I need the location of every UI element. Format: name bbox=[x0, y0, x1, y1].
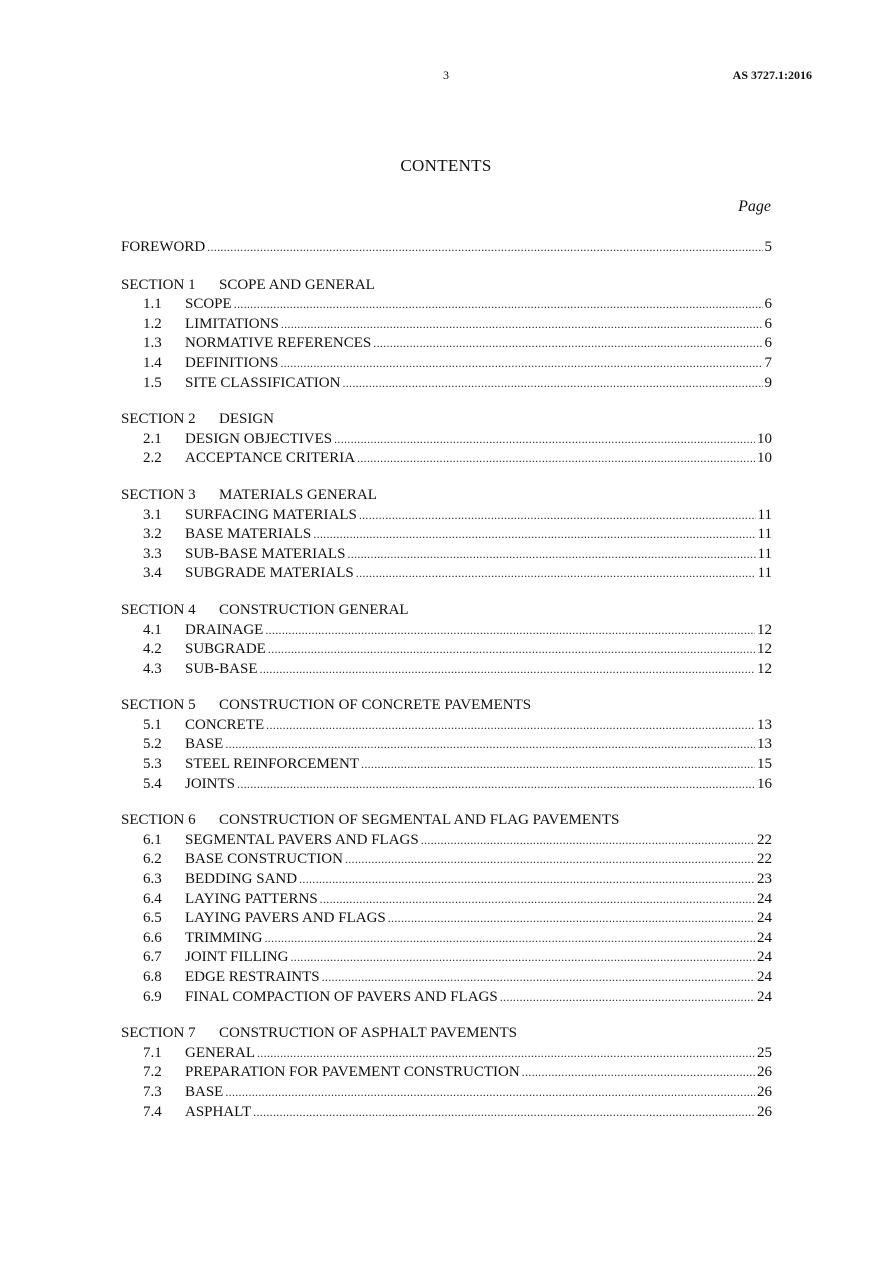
dot-leader bbox=[265, 929, 756, 949]
toc-entry[interactable] bbox=[121, 1044, 772, 1064]
toc-entry-number: 5.4 bbox=[143, 775, 162, 792]
toc-entry-number: 1.3 bbox=[143, 335, 162, 352]
toc-entry-title: DRAINAGE bbox=[185, 621, 264, 638]
dot-leader bbox=[253, 1103, 755, 1123]
toc-section-heading[interactable] bbox=[121, 410, 772, 430]
toc-entry[interactable] bbox=[121, 334, 772, 354]
toc-page-number: 11 bbox=[757, 526, 772, 543]
toc-entry-number: 6.7 bbox=[143, 949, 162, 966]
toc-entry[interactable] bbox=[121, 545, 772, 565]
toc-entry-number: 3.3 bbox=[143, 545, 162, 562]
toc-page-number: 6 bbox=[764, 315, 772, 332]
toc-entry[interactable] bbox=[121, 315, 772, 335]
toc-entry-title: BEDDING SAND bbox=[185, 871, 298, 888]
toc-entry-title: PREPARATION FOR PAVEMENT CONSTRUCTION bbox=[185, 1064, 520, 1081]
toc-entry[interactable] bbox=[121, 640, 772, 660]
toc-entry[interactable] bbox=[121, 929, 772, 949]
toc-section-heading[interactable] bbox=[121, 1024, 772, 1044]
section-number: SECTION 3 bbox=[121, 486, 196, 503]
toc-section bbox=[121, 601, 772, 679]
toc-page-number: 10 bbox=[757, 430, 772, 447]
toc-page-number: 23 bbox=[757, 871, 772, 888]
toc-section bbox=[121, 811, 772, 1007]
toc-entry[interactable] bbox=[121, 1083, 772, 1103]
dot-leader bbox=[290, 948, 755, 968]
toc-entry-foreword[interactable] bbox=[121, 238, 772, 258]
dot-leader bbox=[359, 506, 756, 526]
toc-entry[interactable] bbox=[121, 735, 772, 755]
toc-entry-number: 5.3 bbox=[143, 756, 162, 773]
dot-leader bbox=[299, 870, 755, 890]
toc-entry-number: 2.2 bbox=[143, 450, 162, 467]
dot-leader bbox=[322, 968, 755, 988]
toc-entry-title: SUBGRADE bbox=[185, 641, 266, 658]
toc-entry[interactable] bbox=[121, 968, 772, 988]
toc-section-heading[interactable] bbox=[121, 696, 772, 716]
toc-section-heading[interactable] bbox=[121, 601, 772, 621]
toc-entry-title: LIMITATIONS bbox=[185, 315, 279, 332]
toc-entry-title: DEFINITIONS bbox=[185, 354, 279, 371]
toc-entry[interactable] bbox=[121, 449, 772, 469]
section-title: CONSTRUCTION OF CONCRETE PAVEMENTS bbox=[219, 697, 532, 714]
toc-section bbox=[121, 486, 772, 584]
toc-entry-number: 1.5 bbox=[143, 374, 162, 391]
dot-leader bbox=[522, 1063, 755, 1083]
dot-leader bbox=[334, 430, 755, 450]
toc-page-number: 16 bbox=[757, 775, 772, 792]
dot-leader bbox=[342, 374, 762, 394]
toc-entry[interactable] bbox=[121, 564, 772, 584]
dot-leader bbox=[373, 334, 762, 354]
toc-entry-number: 6.6 bbox=[143, 929, 162, 946]
toc-entry-number: 6.3 bbox=[143, 871, 162, 888]
dot-leader bbox=[268, 640, 755, 660]
toc-page-number: 12 bbox=[757, 641, 772, 658]
toc-entry-number: 1.1 bbox=[143, 296, 162, 313]
toc-page-number: 12 bbox=[757, 621, 772, 638]
toc-entry[interactable] bbox=[121, 506, 772, 526]
toc-entry-title: BASE MATERIALS bbox=[185, 526, 312, 543]
toc-section-heading[interactable] bbox=[121, 486, 772, 506]
toc-entry-number: 4.2 bbox=[143, 641, 162, 658]
dot-leader bbox=[266, 716, 755, 736]
toc-entry-number: 6.2 bbox=[143, 851, 162, 868]
dot-leader bbox=[265, 621, 755, 641]
toc-entry[interactable] bbox=[121, 831, 772, 851]
page-column-label: Page bbox=[738, 198, 771, 215]
toc-entry[interactable] bbox=[121, 909, 772, 929]
dot-leader bbox=[225, 1083, 755, 1103]
toc-page-number: 26 bbox=[757, 1083, 772, 1100]
toc-entry-title: BASE bbox=[185, 1083, 224, 1100]
toc-page-number: 7 bbox=[764, 354, 772, 371]
toc-entry-title: ASPHALT bbox=[185, 1103, 252, 1120]
toc-entry-number: 4.1 bbox=[143, 621, 162, 638]
toc-entry-number: 3.4 bbox=[143, 565, 162, 582]
toc-page-number: 13 bbox=[757, 716, 772, 733]
toc-entry-title: SUB-BASE MATERIALS bbox=[185, 545, 346, 562]
toc-entry[interactable] bbox=[121, 295, 772, 315]
toc-entry-title: EDGE RESTRAINTS bbox=[185, 969, 320, 985]
dot-leader bbox=[234, 295, 763, 315]
toc-entry-title: BASE CONSTRUCTION bbox=[185, 851, 343, 868]
dot-leader bbox=[500, 988, 755, 1008]
toc-entry[interactable] bbox=[121, 870, 772, 890]
toc-entry-number: 3.1 bbox=[143, 506, 162, 523]
toc-entry-number: 1.2 bbox=[143, 315, 162, 332]
toc-page-number: 24 bbox=[757, 910, 772, 927]
toc-entry-title: SUBGRADE MATERIALS bbox=[185, 565, 354, 582]
toc-entry-title: LAYING PATTERNS bbox=[185, 890, 318, 907]
toc-entry[interactable] bbox=[121, 430, 772, 450]
toc-page-number: 12 bbox=[757, 660, 772, 677]
document-id: AS 3727.1:2016 bbox=[732, 68, 812, 82]
toc-page-number: 26 bbox=[757, 1103, 772, 1120]
toc-entry-number: 6.5 bbox=[143, 910, 162, 927]
toc-page-number: 5 bbox=[764, 239, 772, 255]
toc-page-number: 26 bbox=[757, 1064, 772, 1081]
dot-leader bbox=[347, 545, 755, 565]
toc-entry-number: 6.9 bbox=[143, 988, 162, 1005]
toc-page-number: 6 bbox=[764, 296, 772, 313]
section-number: SECTION 7 bbox=[121, 1025, 196, 1042]
toc-entry-title: FINAL COMPACTION OF PAVERS AND FLAGS bbox=[185, 988, 498, 1005]
toc-entry[interactable] bbox=[121, 850, 772, 870]
toc-entry-title: LAYING PAVERS AND FLAGS bbox=[185, 910, 386, 927]
toc-entry-number: 6.4 bbox=[143, 890, 162, 907]
toc-entry[interactable] bbox=[121, 660, 772, 680]
dot-leader bbox=[225, 735, 755, 755]
toc-page-number: 15 bbox=[757, 756, 772, 773]
toc-entry-title: SEGMENTAL PAVERS AND FLAGS bbox=[185, 831, 419, 848]
toc-entry-title: ACCEPTANCE CRITERIA bbox=[185, 450, 356, 467]
toc-entry[interactable] bbox=[121, 890, 772, 910]
toc-page-number: 13 bbox=[757, 736, 772, 753]
toc-entry-title: DESIGN OBJECTIVES bbox=[185, 430, 333, 447]
toc-entry[interactable] bbox=[121, 354, 772, 374]
toc-entry-title: GENERAL bbox=[185, 1044, 255, 1061]
toc-section bbox=[121, 410, 772, 469]
toc-entry-number: 7.2 bbox=[143, 1064, 162, 1081]
toc-entry[interactable] bbox=[121, 716, 772, 736]
toc-entry-title: NORMATIVE REFERENCES bbox=[185, 335, 372, 352]
section-number: SECTION 5 bbox=[121, 697, 196, 714]
toc-entry-number: 1.4 bbox=[143, 354, 162, 371]
toc-entry-number: 3.2 bbox=[143, 526, 162, 543]
toc-entry-title: SUB-BASE bbox=[185, 660, 258, 677]
toc-entry-title: JOINTS bbox=[185, 775, 236, 792]
toc-section-heading[interactable] bbox=[121, 811, 772, 831]
dot-leader bbox=[237, 775, 755, 795]
dot-leader bbox=[257, 1044, 755, 1064]
toc-page-number: 25 bbox=[757, 1044, 772, 1061]
toc-page-number: 24 bbox=[757, 929, 772, 946]
dot-leader bbox=[388, 909, 755, 929]
toc-page-number: 10 bbox=[757, 450, 772, 467]
toc-section bbox=[121, 696, 772, 794]
toc-entry-number: 5.1 bbox=[143, 716, 162, 733]
section-title: MATERIALS GENERAL bbox=[219, 486, 377, 503]
dot-leader bbox=[260, 660, 755, 680]
section-number: SECTION 4 bbox=[121, 601, 196, 618]
dot-leader bbox=[280, 354, 762, 374]
toc-entry-number: 6.1 bbox=[143, 831, 162, 848]
dot-leader bbox=[357, 449, 755, 469]
toc-entry[interactable] bbox=[121, 988, 772, 1008]
section-title: CONSTRUCTION GENERAL bbox=[219, 601, 409, 618]
toc-entry[interactable] bbox=[121, 948, 772, 968]
dot-leader bbox=[281, 315, 763, 335]
toc-section bbox=[121, 276, 772, 394]
dot-leader bbox=[320, 890, 755, 910]
page-number: 3 bbox=[443, 68, 449, 82]
toc-entry[interactable] bbox=[121, 374, 772, 394]
toc-entry[interactable] bbox=[121, 1103, 772, 1123]
toc-page-number: 11 bbox=[757, 506, 772, 523]
toc-entry-number: 7.4 bbox=[143, 1103, 162, 1120]
toc-page-number: 11 bbox=[757, 565, 772, 582]
toc-sections bbox=[121, 276, 772, 1123]
section-number: SECTION 1 bbox=[121, 276, 196, 293]
section-title: SCOPE AND GENERAL bbox=[219, 276, 375, 293]
dot-leader bbox=[313, 525, 755, 545]
toc-entry-number: 4.3 bbox=[143, 660, 162, 677]
toc-page-number: 24 bbox=[757, 890, 772, 907]
section-number: SECTION 2 bbox=[121, 411, 196, 428]
toc-entry-number: 5.2 bbox=[143, 736, 162, 753]
toc-entry[interactable] bbox=[121, 525, 772, 545]
toc-entry-number: 7.3 bbox=[143, 1083, 162, 1100]
toc-entry-title: SURFACING MATERIALS bbox=[185, 506, 357, 523]
dot-leader bbox=[207, 238, 762, 258]
toc-page-number: 22 bbox=[757, 851, 772, 868]
toc-entry-number: 6.8 bbox=[143, 969, 162, 985]
toc-page-number: 24 bbox=[757, 949, 772, 966]
toc-entry-title: SITE CLASSIFICATION bbox=[185, 374, 341, 391]
toc-entry[interactable] bbox=[121, 1063, 772, 1083]
toc-section bbox=[121, 1024, 772, 1122]
toc-page-number: 6 bbox=[764, 335, 772, 352]
toc-entry-title: JOINT FILLING bbox=[185, 949, 289, 966]
section-title: CONSTRUCTION OF ASPHALT PAVEMENTS bbox=[219, 1025, 517, 1042]
toc-entry-title: TRIMMING bbox=[185, 929, 263, 946]
toc-section-heading[interactable] bbox=[121, 276, 772, 296]
toc-entry[interactable] bbox=[121, 621, 772, 641]
toc-entry-number: 7.1 bbox=[143, 1044, 162, 1061]
section-number: SECTION 6 bbox=[121, 812, 196, 829]
toc-entry[interactable] bbox=[121, 755, 772, 775]
toc-entry-title: CONCRETE bbox=[185, 716, 265, 733]
dot-leader bbox=[361, 755, 755, 775]
toc-entry[interactable] bbox=[121, 775, 772, 795]
section-title: DESIGN bbox=[219, 411, 274, 428]
toc-entry-number: 2.1 bbox=[143, 430, 162, 447]
toc-entry-title: SCOPE bbox=[185, 296, 232, 313]
toc-entry-title: STEEL REINFORCEMENT bbox=[185, 756, 360, 773]
toc-page-number: 22 bbox=[757, 831, 772, 848]
dot-leader bbox=[356, 564, 756, 584]
section-title: CONSTRUCTION OF SEGMENTAL AND FLAG PAVEMENTS bbox=[219, 812, 620, 829]
table-of-contents bbox=[121, 238, 772, 1139]
dot-leader bbox=[345, 850, 755, 870]
toc-entry-title: BASE bbox=[185, 736, 224, 753]
toc-page-number: 24 bbox=[757, 988, 772, 1005]
toc-page-number: 9 bbox=[764, 374, 772, 391]
toc-entry-title: FOREWORD bbox=[121, 239, 206, 255]
dot-leader bbox=[421, 831, 755, 851]
toc-page-number: 11 bbox=[757, 545, 772, 562]
toc-page-number: 24 bbox=[757, 969, 772, 985]
page-title: CONTENTS bbox=[400, 156, 492, 175]
